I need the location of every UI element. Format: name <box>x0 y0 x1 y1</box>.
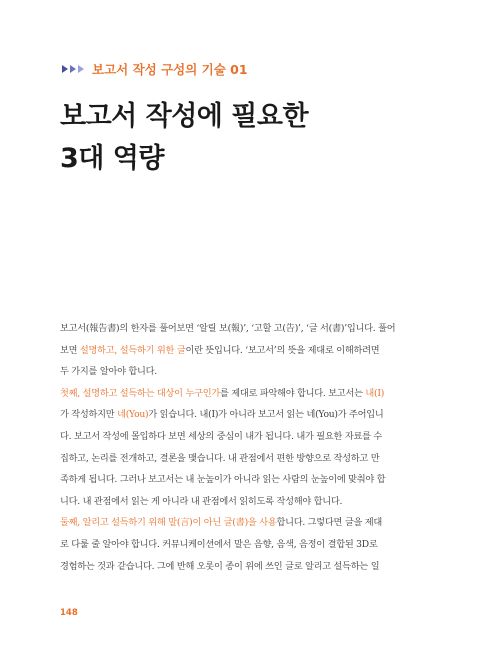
text-span: 이란 뜻입니다. ‘보고서’의 뜻을 제대로 이해하려면 <box>185 344 380 356</box>
text-line: 두 가지를 알아야 합니다. <box>60 366 157 378</box>
text-span: 가 작성하지만 <box>60 409 118 421</box>
arrow-icon <box>78 65 84 73</box>
page-title-line-1: 보고서 작성에 필요한 <box>60 101 309 132</box>
text-line: 보고서(報告書)의 한자를 풀어보면 ‘알릴 보(報)’, ‘고할 고(告)’, ‘글 서(書)’입니다. 풀어 <box>60 323 396 334</box>
text-line: 족하게 됩니다. 그러나 보고서는 내 눈높이가 아니라 읽는 사람의 눈높이에 맞춰야 합 <box>60 474 386 486</box>
highlight-text: 둘째, 알리고 설득하기 위해 말(言)이 아닌 글(書)을 사용 <box>60 517 277 529</box>
text-line <box>60 512 440 534</box>
text-line <box>60 404 440 426</box>
page-number: 148 <box>60 608 78 618</box>
text-line: 집하고, 논리를 전개하고, 결론을 맺습니다. 내 관점에서 편한 방향으로 작성하고 만 <box>60 452 380 464</box>
text-line: 니다. 내 관점에서 읽는 게 아니라 내 관점에서 읽히도록 작성해야 합니다. <box>60 495 343 507</box>
text-line <box>60 340 440 362</box>
page-title <box>60 96 308 180</box>
paragraph-2 <box>60 383 440 513</box>
text-line: 경험하는 것과 같습니다. 그에 반해 오롯이 종이 위에 쓰인 글로 알리고 설득하는 일 <box>60 560 380 572</box>
section-header <box>62 60 248 78</box>
paragraph-1 <box>60 318 440 383</box>
highlight-text: 설명하고, 설득하기 위한 글 <box>79 344 186 356</box>
triple-arrow-icon <box>62 65 84 73</box>
text-span: 가 읽습니다. 내(I)가 아니라 보고서 읽는 네(You)가 주어입니 <box>148 409 384 421</box>
paragraph-3 <box>60 512 440 577</box>
text-span: 보면 <box>60 344 80 356</box>
text-span: 를 제대로 파악해야 합니다. 보고서는 <box>219 387 366 399</box>
arrow-icon <box>70 65 76 73</box>
highlight-text: 내(I) <box>365 387 385 399</box>
arrow-icon <box>62 65 68 73</box>
text-line <box>60 383 440 405</box>
text-line: 다. 보고서 작성에 몰입하다 보면 세상의 중심이 내가 됩니다. 내가 필요한 자료를 수 <box>60 430 383 442</box>
highlight-text: 네(You) <box>117 409 149 421</box>
body-text <box>60 318 440 577</box>
text-span: 합니다. 그렇다면 글을 제대 <box>276 517 383 529</box>
section-title: 보고서 작성 구성의 기술 01 <box>92 62 248 77</box>
page-title-line-2: 3대 역량 <box>60 143 164 174</box>
text-line: 로 다룰 줄 알아야 합니다. 커뮤니케이션에서 말은 음향, 음색, 음정이 결합된 3D로 <box>60 538 378 550</box>
highlight-text: 첫째, 설명하고 설득하는 대상이 누구인가 <box>60 387 220 399</box>
